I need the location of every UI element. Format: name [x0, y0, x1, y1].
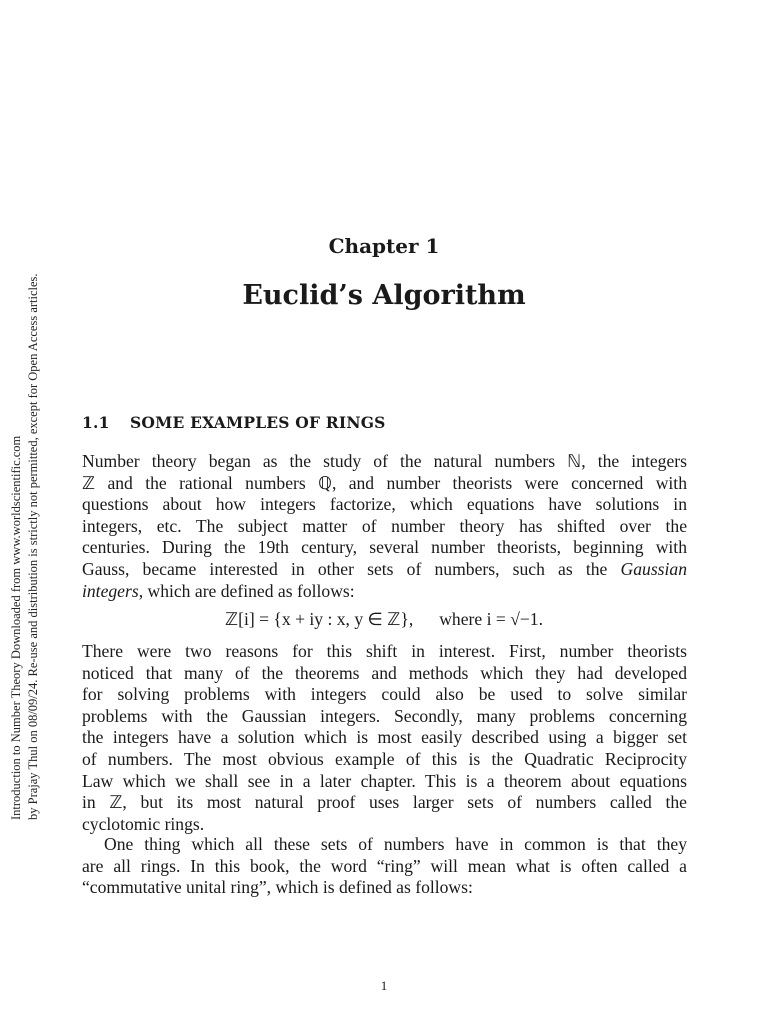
paragraph-2	[82, 641, 687, 835]
equation-lhs: ℤ[i] = {x + iy : x, y ∈ ℤ},	[225, 609, 414, 629]
section-heading	[82, 413, 386, 432]
paragraph-line: One thing which all these sets of numbers have in common is that they	[104, 834, 687, 854]
paragraph-line: of numbers. The most obvious example of this is the Quadratic Reciprocity	[82, 748, 687, 769]
paragraph-line: Number theory began as the study of the natural numbers ℕ, the integers	[82, 451, 687, 471]
paragraph-line	[82, 581, 687, 603]
paragraph-line: cyclotomic rings.	[82, 813, 205, 834]
equation-rhs: where i = √−1.	[439, 609, 543, 629]
page-number: 1	[380, 978, 388, 993]
gaussian-integers-equation	[0, 609, 768, 630]
download-notice-line-1: Introduction to Number Theory Downloaded from www.worldscientific.com	[9, 435, 23, 820]
paragraph-line: centuries. During the 19th century, several number theorists, beginning with	[82, 537, 687, 558]
download-notice-line-2: by Prajay Thul on 08/09/24. Re-use and distribution is strictly not permitted, except for Open Access articles.	[26, 273, 40, 820]
paragraph-line: ℤ and the rational numbers ℚ, and number theorists were concerned with	[82, 472, 687, 493]
chapter-title: Euclid’s Algorithm	[242, 280, 526, 311]
paragraph-line: Law which we shall see in a later chapter. This is a theorem about equations	[82, 770, 687, 791]
paragraph-3	[82, 834, 687, 899]
paragraph-line: noticed that many of the theorems and methods which they had developed	[82, 662, 687, 683]
paragraph-line: integers, etc. The subject matter of number theory has shifted over the	[82, 515, 687, 536]
paragraph-line	[82, 559, 687, 581]
paragraph-line: in ℤ, but its most natural proof uses larger sets of numbers called the	[82, 792, 687, 813]
paragraph-line: problems with the Gaussian integers. Secondly, many problems concerning	[82, 705, 687, 726]
paragraph-line: “commutative unital ring”, which is defined as follows:	[82, 877, 473, 898]
paragraph-line: questions about how integers factorize, which equations have solutions in	[82, 494, 687, 515]
paragraph-line-text: Gauss, became interested in other sets of numbers, such as the	[82, 558, 608, 579]
paragraph-line: for solving problems with integers could also be used to solve similar	[82, 684, 687, 705]
paragraph-line: are all rings. In this book, the word “ring” will mean what is often called a	[82, 855, 687, 876]
chapter-label: Chapter 1	[328, 234, 440, 258]
paragraph-line: the integers have a solution which is most easily described using a bigger set	[82, 727, 687, 748]
section-title: SOME EXAMPLES OF RINGS	[130, 413, 386, 432]
italic-term: Gaussian	[620, 558, 688, 579]
paragraph-1	[82, 451, 687, 602]
italic-term: integers	[82, 580, 139, 601]
section-number: 1.1	[82, 413, 110, 432]
paragraph-line-text: , which are defined as follows:	[138, 580, 355, 601]
paragraph-line: There were two reasons for this shift in interest. First, number theorists	[82, 641, 687, 661]
